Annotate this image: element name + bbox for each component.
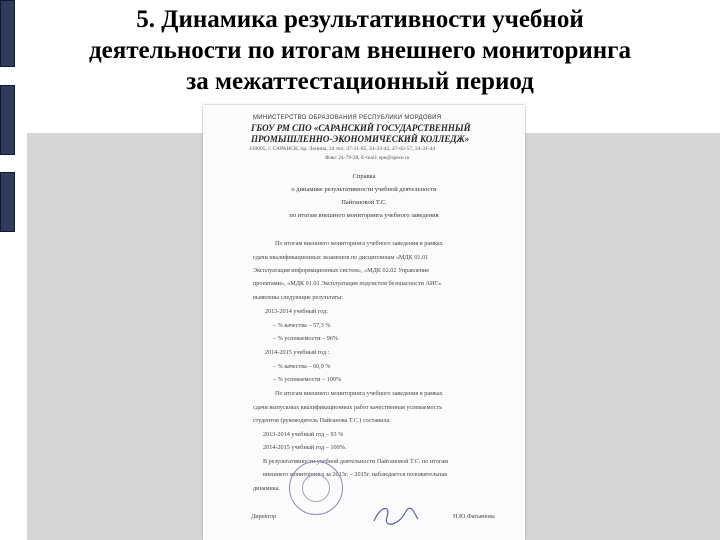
slide-title xyxy=(0,4,720,97)
slide-title-line-3: за межаттестационный период xyxy=(186,68,534,95)
official-seal xyxy=(289,461,343,515)
doc-body-line-11: – % успеваемости – 100% xyxy=(273,376,342,383)
doc-body-line-16: 2014-2015 учебный год – 100%. xyxy=(263,444,347,451)
doc-body-line-13: сдачи выпускных квалификационных работ качественная успеваемость xyxy=(253,404,443,411)
doc-institution-line-2: ПРОМЫШЛЕННО-ЭКОНОМИЧЕСКИЙ КОЛЛЕДЖ» xyxy=(251,134,470,144)
doc-body-line-1: По итогам внешнего мониторинга учебного заведения в рамках xyxy=(275,240,443,247)
doc-body-line-14: студентов (руководитель Пайганова Т.С.) составила: xyxy=(253,417,391,424)
doc-body-line-10: – % качества – 60,9 % xyxy=(273,363,331,370)
doc-title-2: о динамике результативности учебной деятельности xyxy=(291,186,437,193)
doc-address: 430005, г. САРАНСК, пр. Ленина, 24 тел. 47-31-85, 24-33-42, 47-02-57, 24-31-44 xyxy=(249,146,436,152)
doc-body-line-18: внешнего мониторинга за 2013г. – 2015г. наблюдается положительная xyxy=(263,471,447,478)
doc-body-line-12: По итогам внешнего мониторинга учебного заведения в рамках xyxy=(275,390,443,397)
doc-body-line-3: Эксплуатация информационных систем», «МДК 02.02 Управление xyxy=(253,267,430,274)
doc-title-1: Справка xyxy=(352,173,376,180)
doc-director-name: Н.Ю.Фатьянова xyxy=(453,513,495,520)
signature-mark xyxy=(371,503,421,529)
doc-body-line-19: динамика. xyxy=(253,485,280,492)
doc-body-line-15: 2013-2014 учебный год – 93 % xyxy=(263,431,344,438)
doc-fax: Факс 24-79-38, E-mail: spe@spece.ru xyxy=(325,155,410,161)
doc-body-line-8: – % успеваемости – 96% xyxy=(273,335,339,342)
decor-bar-2 xyxy=(0,85,15,155)
slide-title-line-1: 5. Динамика результативности учебной xyxy=(136,6,584,33)
decor-bar-1 xyxy=(0,0,15,67)
doc-ministry: МИНИСТЕРСТВО ОБРАЗОВАНИЯ РЕСПУБЛИКИ МОРДОВИЯ xyxy=(253,115,442,121)
slide-title-line-2: деятельности по итогам внешнего мониторинга xyxy=(88,37,632,64)
decor-bar-3 xyxy=(0,172,15,232)
doc-body-line-4: проектами», «МДК 01.01 Эксплуатация подсистем безопасности АИС» xyxy=(253,280,442,287)
doc-body-line-9: 2014-2015 учебный год : xyxy=(265,349,330,356)
doc-title-3: Пайгановой Т.С. xyxy=(341,199,387,206)
doc-body-line-5: выявлены следующие результаты: xyxy=(253,294,344,301)
doc-body-line-6: 2013-2014 учебный год: xyxy=(265,308,328,315)
doc-director-label: Директор xyxy=(251,513,277,520)
doc-institution-line-1: ГБОУ РМ СПО «САРАНСКИЙ ГОСУДАРСТВЕННЫЙ xyxy=(251,123,471,133)
doc-title-4: по итогам внешнего мониторинга учебного заведения xyxy=(289,212,439,219)
doc-body-line-17: В результативности учебной деятельности Пайгановой Т.С. по итогам xyxy=(263,458,449,465)
doc-body-line-2: сдачи квалификационных экзаменов по дисциплинам «МДК 01.01 xyxy=(253,254,429,261)
scanned-document xyxy=(203,105,525,540)
doc-body-line-7: – % качества – 57,3 % xyxy=(273,322,331,329)
